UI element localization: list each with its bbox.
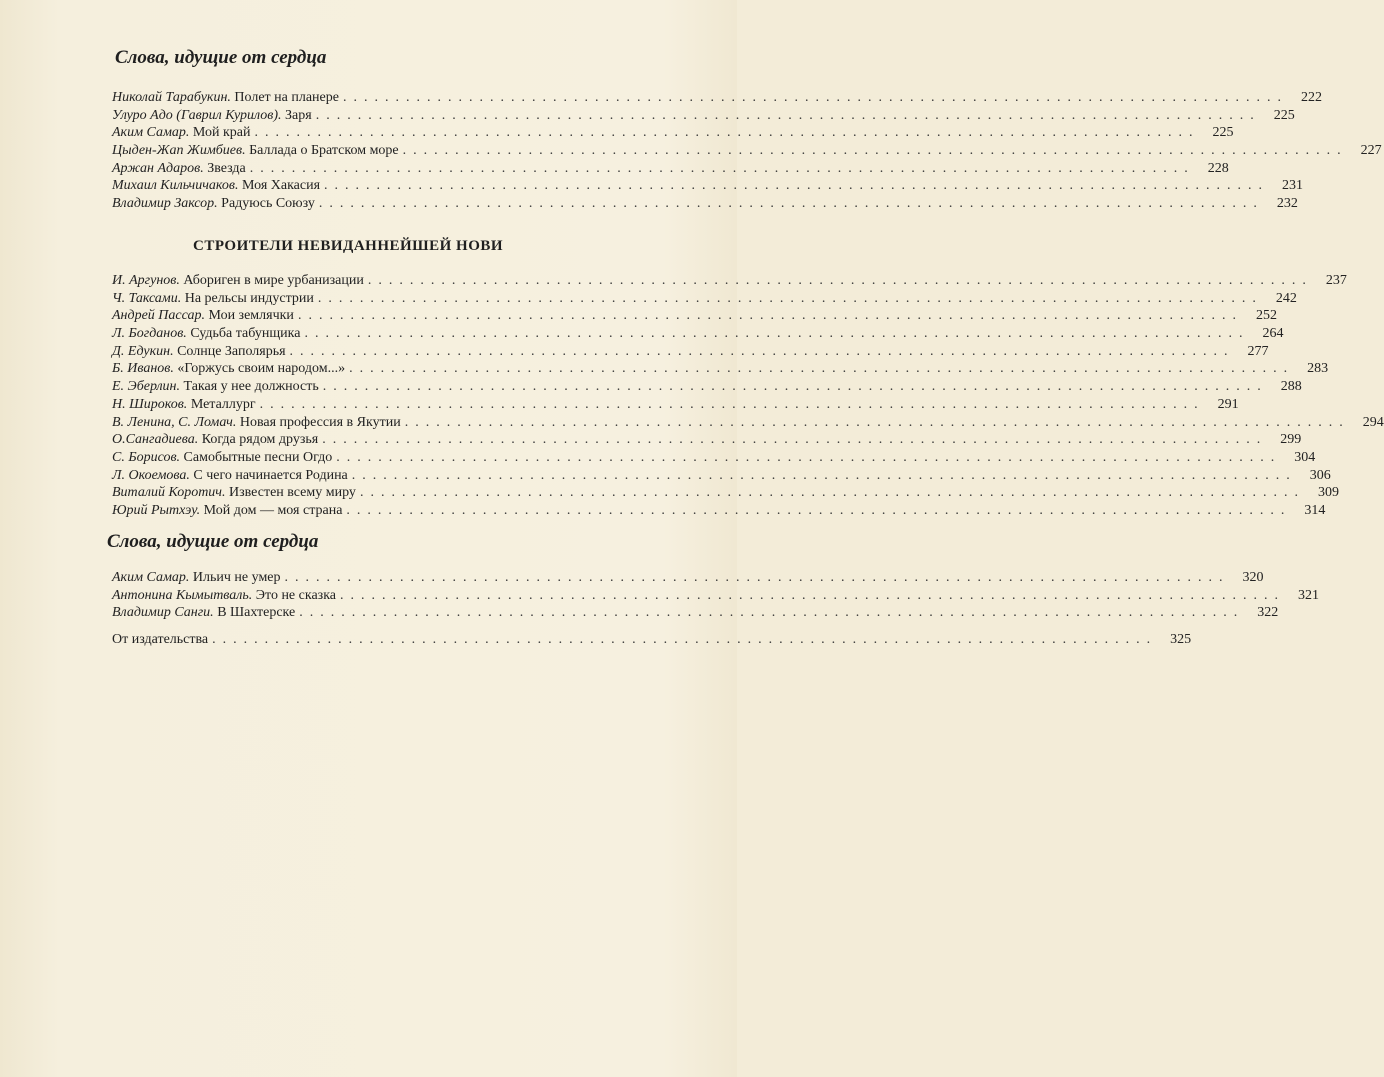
toc-author: В. Ленина, С. Ломач. bbox=[112, 414, 237, 430]
toc-title: Ильич не умер bbox=[192, 570, 281, 585]
toc-title: Мой дом — моя страна bbox=[203, 502, 343, 518]
toc-page-number: 252 bbox=[1255, 308, 1277, 324]
toc-entry bbox=[112, 587, 1319, 605]
dot-leader: .......................................................................................... bbox=[289, 343, 1235, 359]
toc-page-number: 291 bbox=[1217, 396, 1239, 412]
toc-author: Д. Едукин. bbox=[112, 343, 174, 359]
toc-author: Антонина Кымытваль. bbox=[112, 587, 253, 603]
toc-entry bbox=[112, 569, 1264, 587]
toc-entry bbox=[112, 396, 1239, 414]
toc-entry bbox=[112, 467, 1331, 485]
dot-leader: .......................................................................................... bbox=[342, 90, 1288, 105]
toc-title: От издательства bbox=[112, 632, 209, 647]
dot-leader: .......................................................................................... bbox=[249, 160, 1195, 176]
toc-page-number: 320 bbox=[1242, 570, 1264, 585]
toc-title: «Горжусь своим народом...» bbox=[177, 361, 346, 377]
toc-entry bbox=[112, 160, 1229, 178]
toc-author: Улуро Адо (Гаврил Курилов). bbox=[112, 107, 282, 123]
toc-author: Виталий Коротич. bbox=[112, 485, 226, 501]
toc-author: Б. Иванов. bbox=[112, 361, 174, 377]
section-heading-2: СТРОИТЕЛИ НЕВИДАННЕЙШЕЙ НОВИ bbox=[193, 238, 504, 254]
toc-entry bbox=[112, 89, 1322, 107]
dot-leader: .......................................................................................... bbox=[254, 125, 1200, 141]
dot-leader: .......................................................................................... bbox=[336, 449, 1282, 465]
toc-entry bbox=[112, 431, 1302, 449]
toc-entry bbox=[112, 272, 1347, 290]
toc-page-number: 314 bbox=[1304, 502, 1326, 518]
toc-page-number: 225 bbox=[1212, 125, 1234, 141]
toc-entry-publisher bbox=[112, 631, 1192, 649]
dot-leader: .......................................................................................... bbox=[315, 107, 1261, 123]
toc-page-number: 227 bbox=[1360, 143, 1382, 159]
dot-leader: .......................................................................................... bbox=[299, 605, 1245, 621]
toc-author: Аким Самар. bbox=[112, 125, 190, 141]
toc-author: Л. Окоемова. bbox=[112, 467, 190, 483]
toc-entry bbox=[112, 343, 1269, 361]
dot-leader: .......................................................................................... bbox=[324, 178, 1270, 194]
toc-entry bbox=[112, 124, 1234, 142]
dot-leader: .......................................................................................... bbox=[402, 143, 1348, 159]
toc-list-1 bbox=[112, 89, 1382, 213]
toc-entry bbox=[112, 484, 1339, 502]
toc-author: Ч. Таксами. bbox=[112, 290, 182, 306]
dot-leader: .......................................................................................... bbox=[304, 326, 1250, 342]
toc-page-number: 299 bbox=[1280, 432, 1302, 448]
toc-page-number: 325 bbox=[1170, 632, 1192, 647]
toc-author: Владимир Санги. bbox=[112, 605, 214, 621]
toc-author: Н. Широков. bbox=[112, 396, 188, 412]
toc-entry bbox=[112, 378, 1302, 396]
toc-title: Баллада о Братском море bbox=[249, 143, 399, 159]
section-heading-3: Слова, идущие от сердца bbox=[107, 531, 319, 552]
toc-author: Цыден-Жап Жимбиев. bbox=[112, 143, 246, 159]
toc-author: Андрей Пассар. bbox=[112, 308, 205, 324]
toc-author: Николай Тарабукин. bbox=[112, 90, 231, 105]
dot-leader: .......................................................................................... bbox=[317, 290, 1263, 306]
toc-page-number: 264 bbox=[1262, 326, 1284, 342]
toc-list-closing bbox=[112, 631, 1192, 649]
toc-entry bbox=[112, 290, 1297, 308]
toc-title: Радуюсь Союзу bbox=[221, 196, 315, 212]
dot-leader: .......................................................................................... bbox=[259, 396, 1205, 412]
toc-title: Мой край bbox=[192, 125, 251, 141]
toc-author: Аким Самар. bbox=[112, 570, 190, 585]
toc-title: Металлург bbox=[190, 396, 256, 412]
toc-title: Заря bbox=[285, 107, 312, 123]
toc-page-number: 225 bbox=[1273, 107, 1295, 123]
toc-title: С чего начинается Родина bbox=[193, 467, 348, 483]
toc-title: Мои землячки bbox=[208, 308, 294, 324]
toc-page-number: 322 bbox=[1257, 605, 1279, 621]
toc-entry bbox=[112, 142, 1382, 160]
toc-author: Юрий Рытхэу. bbox=[112, 502, 201, 518]
dot-leader: .......................................................................................... bbox=[322, 432, 1268, 448]
toc-author: О.Сангадиева. bbox=[112, 432, 199, 448]
toc-entry bbox=[112, 449, 1316, 467]
toc-list-2 bbox=[112, 272, 1384, 520]
toc-page-number: 231 bbox=[1282, 178, 1304, 194]
toc-title: Новая профессия в Якутии bbox=[239, 414, 401, 430]
dot-leader: .......................................................................................... bbox=[318, 196, 1264, 212]
toc-author: Е. Эберлин. bbox=[112, 379, 180, 395]
toc-title: Известен всему миру bbox=[229, 485, 356, 501]
dot-leader: .......................................................................................... bbox=[404, 414, 1350, 430]
toc-page-number: 232 bbox=[1276, 196, 1298, 212]
toc-entry bbox=[112, 604, 1279, 622]
section-heading-1: Слова, идущие от сердца bbox=[115, 47, 327, 68]
toc-list-3 bbox=[112, 569, 1319, 622]
toc-title: Полет на планере bbox=[234, 90, 339, 105]
toc-page-number: 306 bbox=[1309, 467, 1331, 483]
dot-leader: .......................................................................................... bbox=[367, 273, 1313, 288]
toc-title: Звезда bbox=[207, 160, 246, 176]
toc-title: Когда рядом друзья bbox=[201, 432, 319, 448]
dot-leader: .......................................................................................... bbox=[212, 632, 1158, 647]
toc-page-number: 277 bbox=[1247, 343, 1269, 359]
dot-leader: .......................................................................................... bbox=[297, 308, 1243, 324]
toc-title: В Шахтерске bbox=[217, 605, 296, 621]
dot-leader: .......................................................................................... bbox=[322, 379, 1268, 395]
dot-leader: .......................................................................................... bbox=[284, 570, 1230, 585]
toc-title: Солнце Заполярья bbox=[177, 343, 286, 359]
toc-page-number: 242 bbox=[1275, 290, 1297, 306]
toc-title: Такая у нее должность bbox=[183, 379, 319, 395]
toc-entry bbox=[112, 177, 1304, 195]
toc-page-number: 294 bbox=[1362, 414, 1384, 430]
toc-title: Самобытные песни Огдо bbox=[183, 449, 333, 465]
toc-entry bbox=[112, 502, 1326, 520]
toc-page-number: 228 bbox=[1207, 160, 1229, 176]
toc-entry bbox=[112, 307, 1277, 325]
toc-page-number: 321 bbox=[1298, 587, 1319, 603]
toc-entry bbox=[112, 325, 1284, 343]
dot-leader: .......................................................................................... bbox=[359, 485, 1305, 501]
toc-author: С. Борисов. bbox=[112, 449, 181, 465]
toc-page-number: 222 bbox=[1300, 90, 1322, 105]
toc-title: Абориген в мире урбанизации bbox=[183, 273, 364, 288]
toc-title: Это не сказка bbox=[255, 587, 336, 603]
dot-leader: .......................................................................................... bbox=[351, 467, 1297, 483]
toc-entry bbox=[112, 414, 1384, 432]
toc-author: Михаил Кильчичаков. bbox=[112, 178, 239, 194]
toc-page-number: 288 bbox=[1280, 379, 1302, 395]
toc-title: Судьба табунщика bbox=[190, 326, 301, 342]
toc-entry bbox=[112, 107, 1295, 125]
toc-author: И. Аргунов. bbox=[112, 273, 180, 288]
toc-page-number: 237 bbox=[1325, 273, 1347, 288]
toc-entry bbox=[112, 360, 1329, 378]
toc-title: На рельсы индустрии bbox=[184, 290, 314, 306]
toc-page-number: 304 bbox=[1294, 449, 1316, 465]
toc-entry bbox=[112, 195, 1298, 213]
dot-leader: .......................................................................................... bbox=[349, 361, 1295, 377]
toc-page-number: 309 bbox=[1317, 485, 1339, 501]
toc-author: Владимир Заксор. bbox=[112, 196, 218, 212]
dot-leader: .......................................................................................... bbox=[340, 587, 1285, 603]
toc-author: Л. Богданов. bbox=[112, 326, 187, 342]
toc-page-number: 283 bbox=[1307, 361, 1329, 377]
toc-author: Аржан Адаров. bbox=[112, 160, 204, 176]
dot-leader: .......................................................................................... bbox=[346, 502, 1292, 518]
toc-title: Моя Хакасия bbox=[242, 178, 321, 194]
